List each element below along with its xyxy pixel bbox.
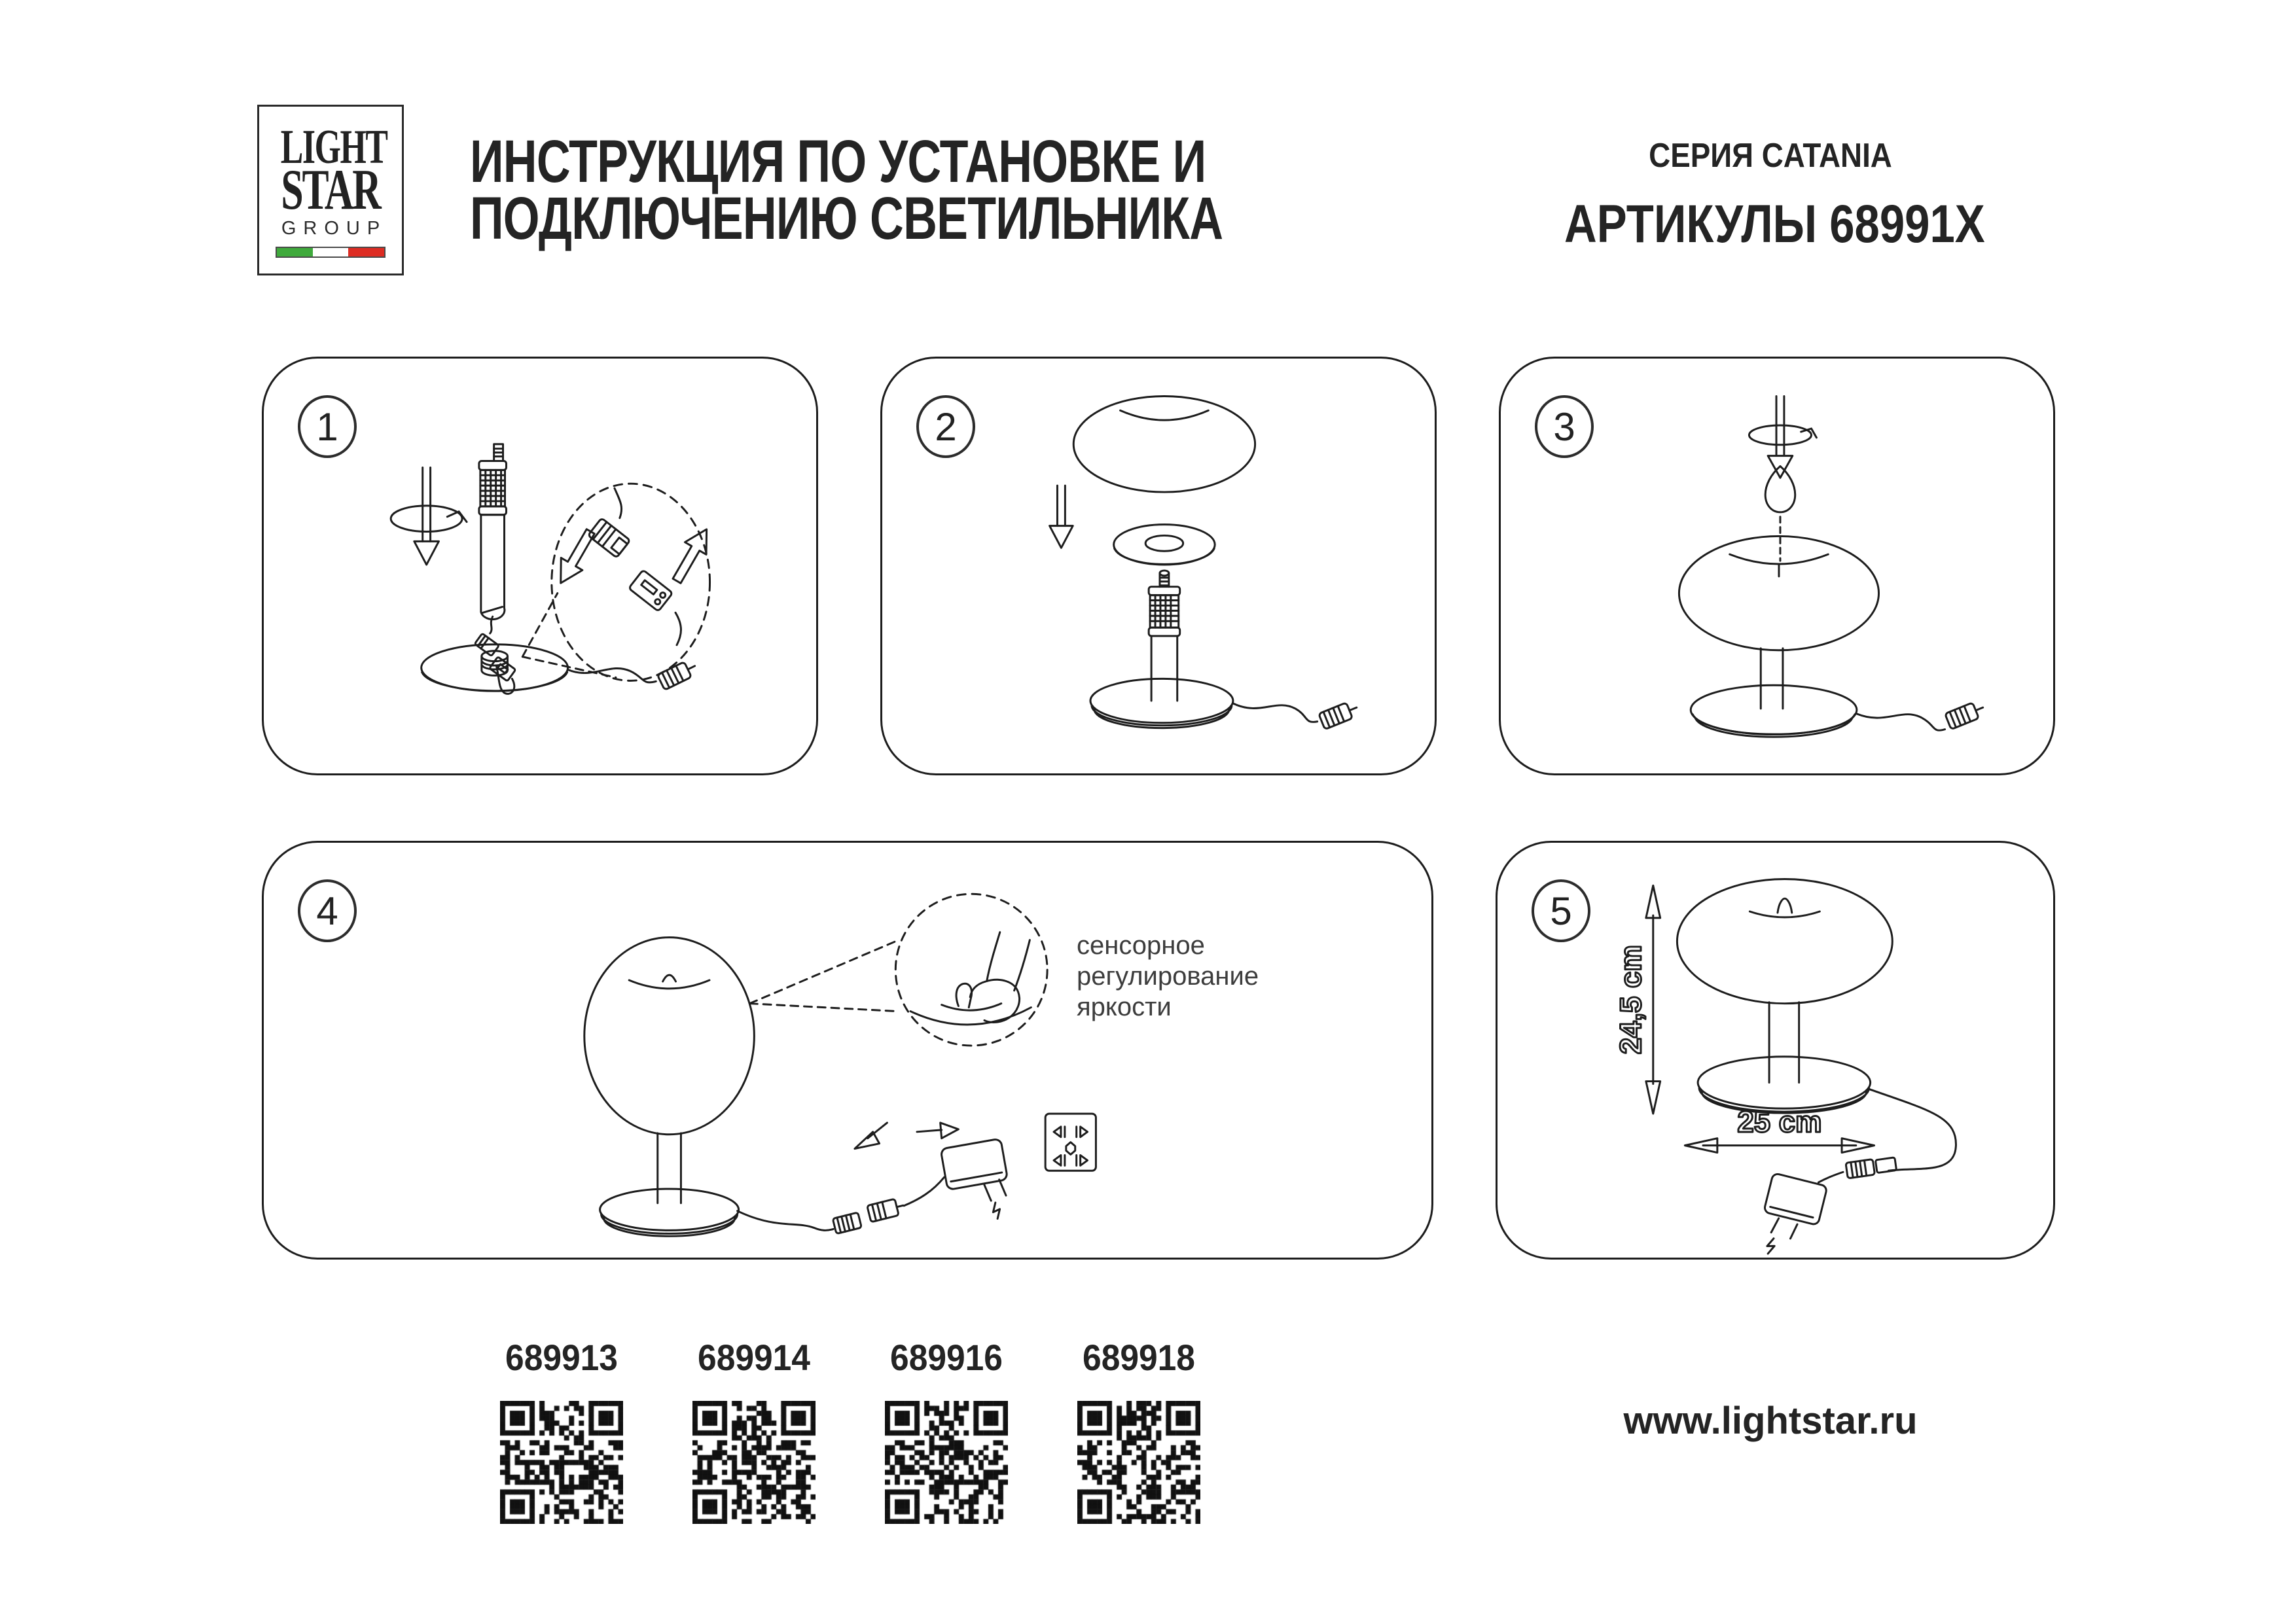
width-label: 25 cm bbox=[1737, 1104, 1822, 1139]
step-5-number: 5 bbox=[1532, 879, 1590, 942]
touch-dimming-note: сенсорное регулирование яркости bbox=[1077, 931, 1259, 1021]
italian-flag-icon bbox=[276, 247, 386, 258]
page-title-line1: ИНСТРУКЦИЯ ПО УСТАНОВКЕ И bbox=[470, 128, 1206, 195]
qr-code bbox=[885, 1401, 1008, 1524]
cable-plug-illustration bbox=[1857, 699, 1986, 730]
down-arrow-icon bbox=[1050, 485, 1073, 548]
plug-arrow-icon bbox=[917, 1123, 958, 1139]
lamp-illustration bbox=[584, 938, 755, 1237]
washer-illustration bbox=[1114, 525, 1215, 565]
logo-word-group: GROUP bbox=[281, 218, 387, 239]
outlet-icon bbox=[1045, 1114, 1096, 1171]
step-3-panel bbox=[1499, 357, 2055, 775]
articles-label: АРТИКУЛЫ 68991X bbox=[1564, 194, 1985, 254]
logo-word-light: LIGHT bbox=[280, 120, 387, 174]
rotate-push-arrow-icon bbox=[391, 467, 467, 565]
article-column bbox=[1073, 1336, 1204, 1524]
article-code: 689918 bbox=[1083, 1337, 1195, 1378]
cable-plug-illustration bbox=[1233, 699, 1360, 729]
touch-detail-balloon bbox=[749, 894, 1047, 1046]
insert-arrow-down-icon bbox=[550, 525, 601, 590]
screw-arrow-icon bbox=[1749, 396, 1816, 478]
qr-code bbox=[500, 1401, 623, 1524]
article-column bbox=[496, 1336, 627, 1524]
article-column bbox=[689, 1336, 819, 1524]
hand-touch-icon bbox=[956, 932, 1030, 1023]
lamp-illustration bbox=[1677, 879, 1892, 1113]
step-2-panel bbox=[880, 357, 1437, 775]
width-dimension bbox=[1685, 1105, 1874, 1153]
step-1-number: 1 bbox=[298, 395, 357, 458]
step-3-number: 3 bbox=[1535, 395, 1594, 458]
base-illustration bbox=[422, 644, 568, 691]
shade-illustration bbox=[1073, 396, 1255, 492]
power-adapter-illustration bbox=[941, 1139, 1014, 1226]
step-2-number: 2 bbox=[916, 395, 975, 458]
pole-illustration bbox=[479, 444, 507, 633]
pole-base-illustration bbox=[1090, 571, 1233, 728]
height-label: 24,5 cm bbox=[1613, 945, 1647, 1055]
article-code: 689914 bbox=[698, 1337, 810, 1378]
page-title bbox=[470, 128, 1223, 252]
height-dimension bbox=[1614, 885, 1660, 1114]
cable-plug-illustration bbox=[568, 658, 699, 690]
step-5-panel bbox=[1496, 841, 2055, 1260]
connector-detail-balloon bbox=[522, 484, 717, 680]
step-4-panel bbox=[262, 841, 1433, 1260]
unplug-arrow-icon bbox=[855, 1123, 888, 1149]
step-4-number: 4 bbox=[298, 879, 357, 942]
article-code: 689916 bbox=[890, 1337, 1003, 1378]
website-link: www.lightstar.ru bbox=[1623, 1400, 1918, 1442]
bulb-illustration bbox=[1765, 466, 1795, 561]
power-cable-illustration bbox=[738, 1123, 1014, 1234]
article-column bbox=[881, 1336, 1012, 1524]
logo-word-star: STAR bbox=[281, 158, 380, 222]
lamp-illustration bbox=[1679, 536, 1878, 737]
article-code: 689913 bbox=[505, 1337, 618, 1378]
step-1-panel bbox=[262, 357, 818, 775]
step-4-illustration bbox=[264, 843, 1431, 1258]
page-title-line2: ПОДКЛЮЧЕНИЮ СВЕТИЛЬНИКА bbox=[470, 185, 1223, 252]
qr-code bbox=[692, 1401, 816, 1524]
lightstar-logo bbox=[257, 105, 404, 275]
qr-code bbox=[1077, 1401, 1200, 1524]
series-label: СЕРИЯ CATANIA bbox=[1649, 137, 1892, 175]
